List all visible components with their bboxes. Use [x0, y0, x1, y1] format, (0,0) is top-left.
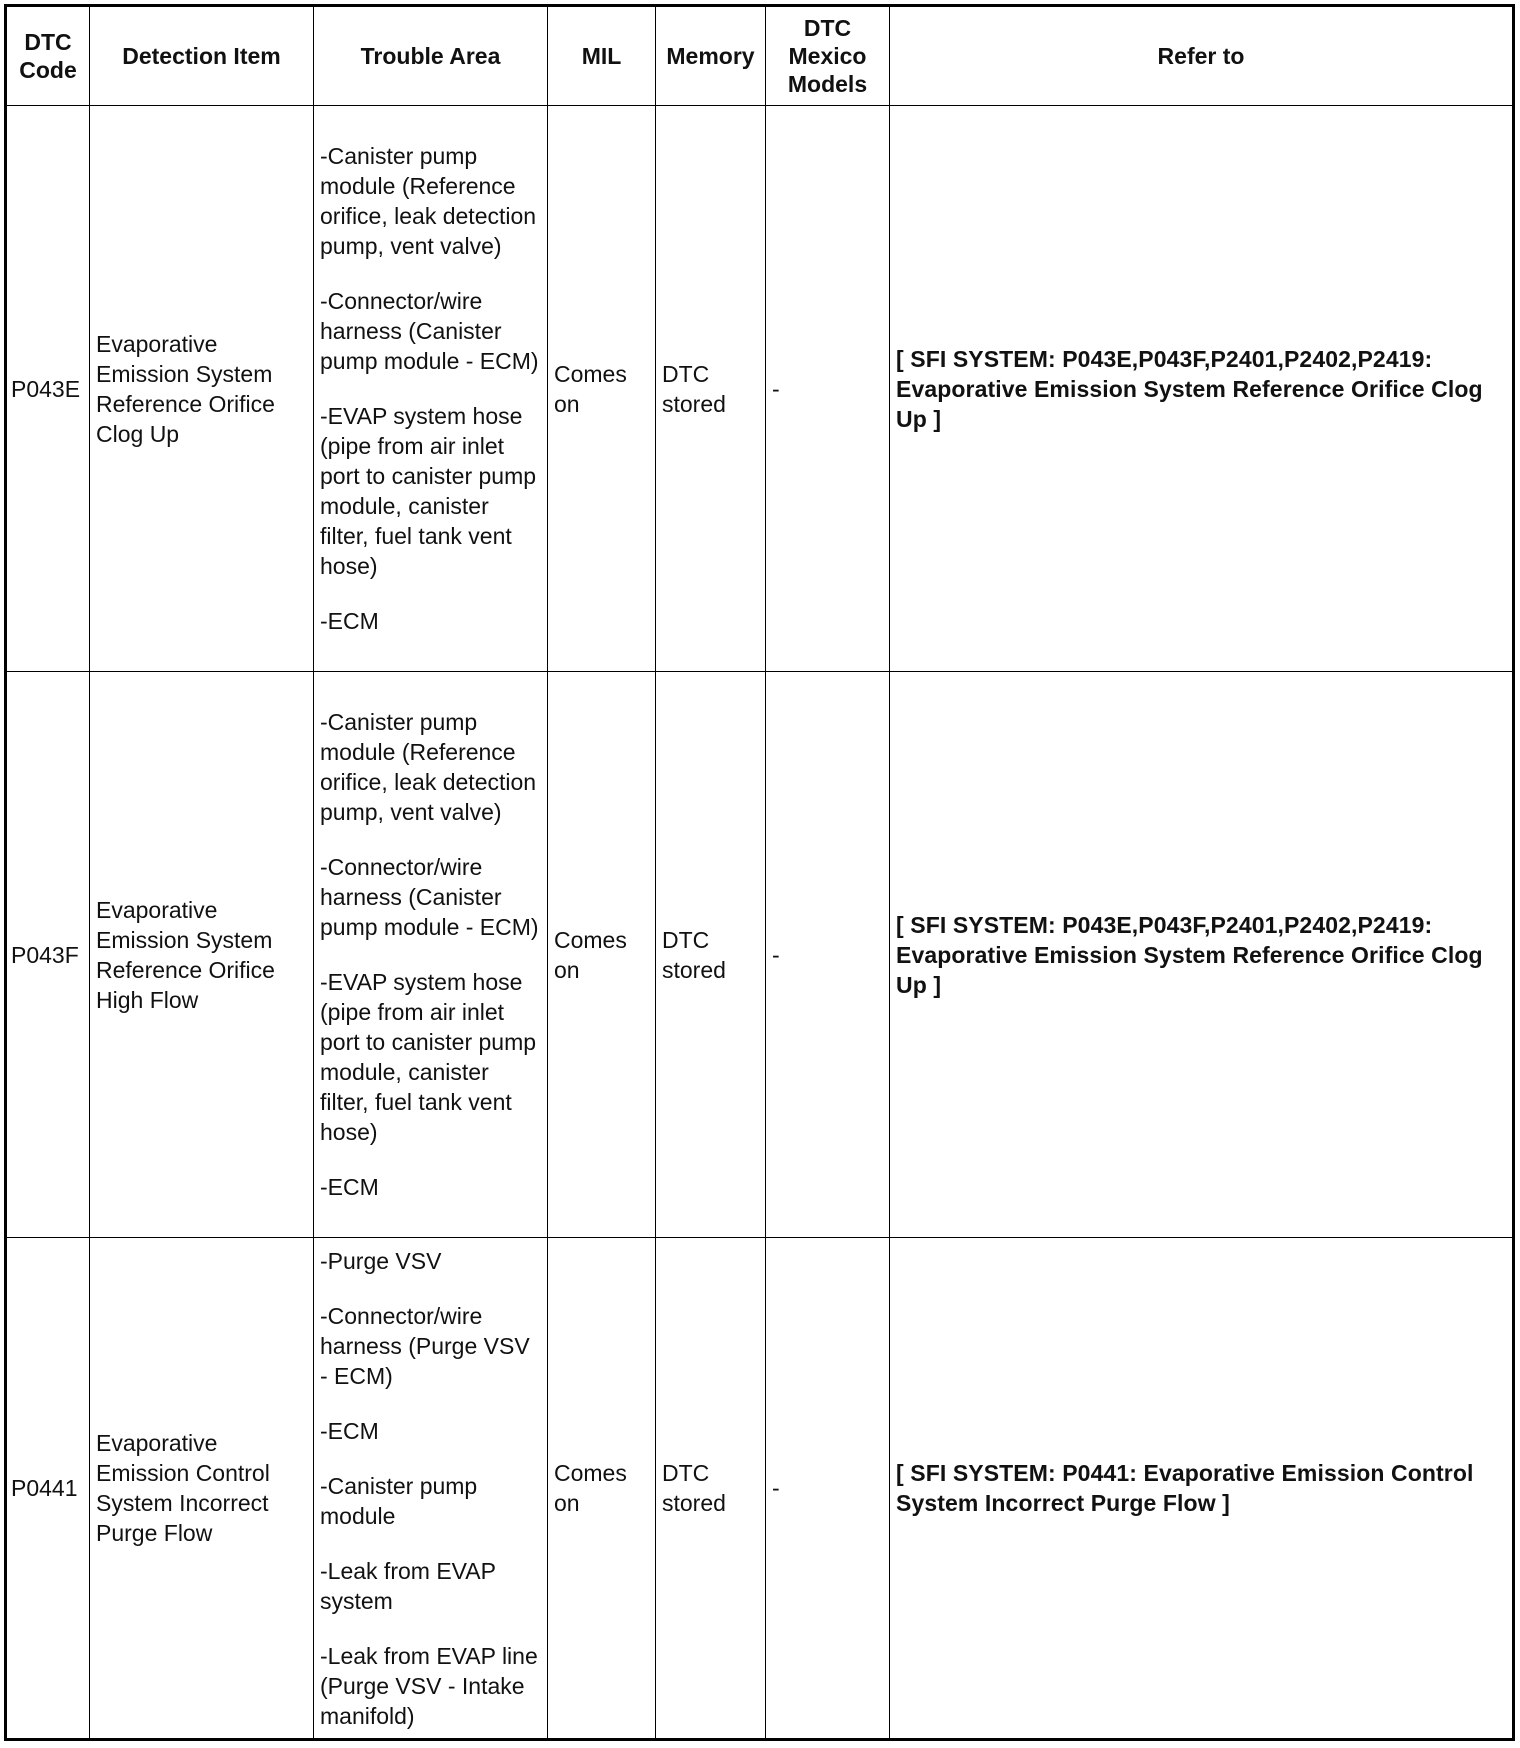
detection-item-cell: Evaporative Emission System Reference Orifice High Flow — [90, 672, 314, 1238]
table-row — [6, 672, 1514, 1238]
refer-to-link[interactable]: [ SFI SYSTEM: P043E,P043F,P2401,P2402,P2419: Evaporative Emission System Reference Orifice Clog Up ] — [890, 106, 1514, 672]
header-row — [6, 6, 1514, 106]
trouble-area-item: -Leak from EVAP system — [320, 1557, 496, 1614]
detection-item-cell: Evaporative Emission System Reference Orifice Clog Up — [90, 106, 314, 672]
header-trouble-area: Trouble Area — [314, 6, 548, 106]
dtc-table — [4, 4, 1515, 1741]
trouble-area-item: -ECM — [320, 608, 379, 634]
trouble-area-cell — [314, 106, 548, 672]
trouble-area-item: -Purge VSV — [320, 1247, 442, 1274]
memory-cell: DTC stored — [656, 672, 766, 1238]
detection-item-cell: Evaporative Emission Control System Incorrect Purge Flow — [90, 1238, 314, 1740]
trouble-area-item: -Connector/wire harness (Purge VSV - ECM) — [320, 1302, 530, 1389]
header-refer-to: Refer to — [890, 6, 1514, 106]
trouble-area-item: -EVAP system hose (pipe from air inlet port to canister pump module, canister filter, fuel tank vent hose) — [320, 403, 537, 579]
table-row — [6, 1238, 1514, 1740]
trouble-area-cell — [314, 672, 548, 1238]
refer-to-link[interactable]: [ SFI SYSTEM: P0441: Evaporative Emission Control System Incorrect Purge Flow ] — [890, 1238, 1514, 1740]
memory-cell: DTC stored — [656, 106, 766, 672]
memory-cell: DTC stored — [656, 1238, 766, 1740]
header-memory: Memory — [656, 6, 766, 106]
header-dtc-mexico-models: DTC Mexico Models — [766, 6, 890, 106]
trouble-area-item: -ECM — [320, 1174, 379, 1200]
refer-to-link[interactable]: [ SFI SYSTEM: P043E,P043F,P2401,P2402,P2419: Evaporative Emission System Reference Orifice Clog Up ] — [890, 672, 1514, 1238]
trouble-area-item: -Canister pump module — [320, 1472, 478, 1529]
dtc-mexico-cell: - — [766, 672, 890, 1238]
trouble-area-item: -Leak from EVAP line (Purge VSV - Intake manifold) — [320, 1642, 538, 1729]
dtc-code-cell: P0441 — [6, 1238, 90, 1740]
header-detection-item: Detection Item — [90, 6, 314, 106]
header-dtc-code: DTC Code — [6, 6, 90, 106]
dtc-mexico-cell: - — [766, 106, 890, 672]
dtc-code-cell: P043E — [6, 106, 90, 672]
table-row — [6, 106, 1514, 672]
mil-cell: Comes on — [548, 1238, 656, 1740]
mil-cell: Comes on — [548, 672, 656, 1238]
trouble-area-item: -Canister pump module (Reference orifice, leak detection pump, vent valve) — [320, 143, 537, 259]
dtc-mexico-cell: - — [766, 1238, 890, 1740]
trouble-area-item: -Canister pump module (Reference orifice, leak detection pump, vent valve) — [320, 709, 537, 825]
trouble-area-item: -Connector/wire harness (Canister pump module - ECM) — [320, 854, 539, 940]
trouble-area-item: -Connector/wire harness (Canister pump module - ECM) — [320, 288, 539, 374]
dtc-code-cell: P043F — [6, 672, 90, 1238]
header-mil: MIL — [548, 6, 656, 106]
trouble-area-item: -ECM — [320, 1417, 379, 1444]
trouble-area-cell — [314, 1238, 548, 1740]
mil-cell: Comes on — [548, 106, 656, 672]
trouble-area-item: -EVAP system hose (pipe from air inlet port to canister pump module, canister filter, fuel tank vent hose) — [320, 969, 537, 1145]
